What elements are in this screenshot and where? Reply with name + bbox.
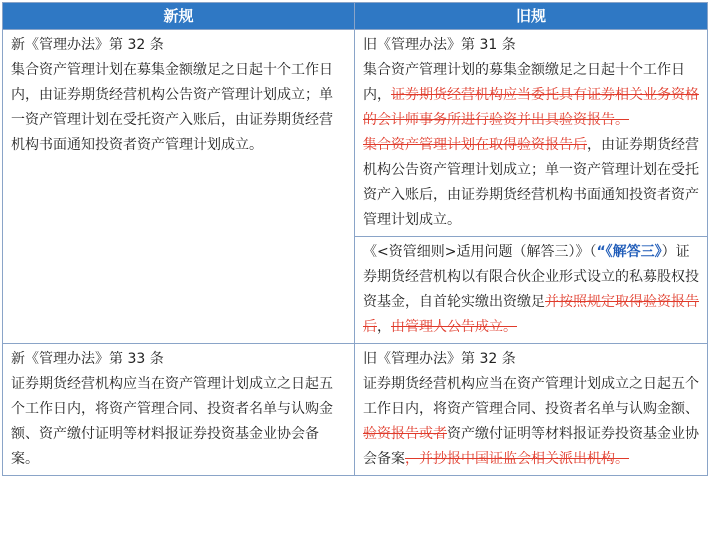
deleted-text: 由管理人公告成立。	[391, 319, 517, 335]
new-article-title: 新《管理办法》第 32 条	[11, 37, 164, 53]
deleted-text: 并按照规定取得验资报告后	[363, 294, 699, 335]
note-body	[363, 240, 699, 340]
old-text: 证券期货经营机构应当在资产管理计划成立之日起五个工作日内，将资产管理合同、投资者名单与认购金额、	[363, 376, 699, 417]
deleted-text: 证券期货经营机构应当委托具有证券相关业务资格的会计师事务所进行验资并出具验资报告。	[363, 87, 699, 128]
table-row	[3, 30, 708, 237]
deleted-text: 验资报告或者	[363, 426, 447, 442]
old-article-title: 旧《管理办法》第 31 条	[363, 37, 516, 53]
deleted-text: 集合资产管理计划在取得验资报告后	[363, 137, 587, 153]
header-old: 旧规	[355, 3, 708, 30]
old-article-body	[363, 372, 699, 472]
new-article-body: 证券期货经营机构应当在资产管理计划成立之日起五个工作日内，将资产管理合同、投资者名单与认购金额、资产缴付证明等材料报证券投资基金业协会备案。	[11, 376, 333, 467]
old-article-title: 旧《管理办法》第 32 条	[363, 351, 516, 367]
note-text: ）证券期货经营机构以有限合伙企业形式设立的私募股权投资基金，自首轮实缴出资缴足	[363, 244, 699, 310]
old-text: 集合资产管理计划的募集金额缴足之日起十个工作日内，	[363, 62, 685, 103]
old-text: ，由证券期货经营机构公告资产管理计划成立；单一资产管理计划在受托资产入账后，由证券期货经营机构书面通知投资者资产管理计划成立。	[363, 137, 699, 228]
new-article-body: 集合资产管理计划在募集金额缴足之日起十个工作日内，由证券期货经营机构公告资产管理计划成立；单一资产管理计划在受托资产入账后，由证券期货经营机构书面通知投资者资产管理计划成立。	[11, 62, 333, 153]
deleted-text: ，并抄报中国证监会相关派出机构。	[405, 451, 629, 467]
old-text: 资产缴付证明等材料报证券投资基金业协会备案	[363, 426, 699, 467]
cell-old-32	[355, 344, 708, 476]
header-row	[3, 3, 708, 30]
note-text: ，	[377, 319, 391, 335]
cell-new-32	[3, 30, 355, 344]
new-article-title: 新《管理办法》第 33 条	[11, 351, 164, 367]
note-text: 《<资管细则>适用问题（解答三）》（	[363, 244, 597, 260]
table-row	[3, 344, 708, 476]
cell-old-31	[355, 30, 708, 237]
comparison-table	[2, 2, 708, 476]
header-new: 新规	[3, 3, 355, 30]
cell-note	[355, 237, 708, 344]
note-highlight: “《解答三》	[596, 244, 662, 260]
cell-new-33	[3, 344, 355, 476]
old-article-body	[363, 58, 699, 233]
